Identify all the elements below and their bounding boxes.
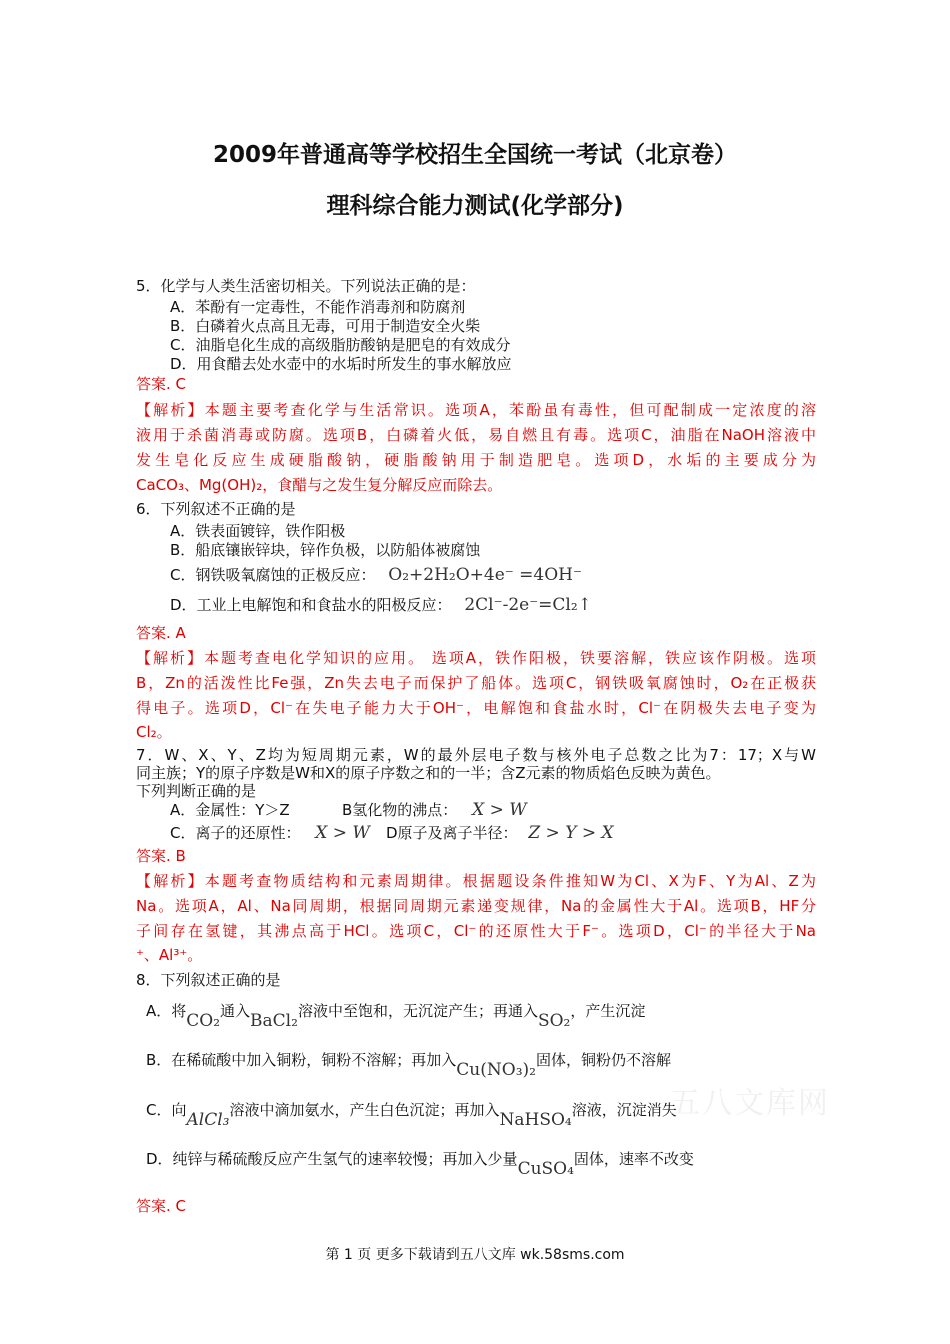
q7-option-a: A．金属性：Y＞Z xyxy=(170,801,290,819)
q7-option-b-formula: X > W xyxy=(472,800,527,820)
q6-explanation-4: Cl₂。 xyxy=(136,723,172,741)
q8-option-a-text-3: 溶液中至饱和，无沉淀产生；再通入 xyxy=(297,1002,538,1020)
q8-option-a-text-1: A．将 xyxy=(146,1002,187,1020)
q6-stem: 6．下列叙述不正确的是 xyxy=(136,500,296,518)
q7-explanation-3: 子间存在氢键，其沸点高于HCl。选项C，Cl⁻的还原性大于F⁻。选项D，Cl⁻的半径大于Na xyxy=(136,922,816,940)
page-title: 2009年普通高等学校招生全国统一考试（北京卷） xyxy=(212,142,737,168)
q7-option-d xyxy=(386,823,614,843)
q7-option-c-formula: X > W xyxy=(315,823,370,843)
q7-explanation-4: ⁺、Al³⁺。 xyxy=(136,946,203,964)
page-footer: 第 1 页 更多下载请到五八文库 wk.58sms.com xyxy=(325,1247,625,1263)
q8-answer: 答案. C xyxy=(136,1197,187,1215)
q6-explanation-3: 得电子。选项D，Cl⁻在失电子能力大于OH⁻，电解饱和食盐水时，Cl⁻在阴极失去电子变为 xyxy=(136,699,816,717)
q5-option-a: A．苯酚有一定毒性，不能作消毒剂和防腐剂 xyxy=(170,298,466,316)
q7-stem-1: 7．W、X、Y、Z均为短周期元素，W的最外层电子数与核外电子总数之比为7：17；X与W xyxy=(136,746,816,764)
q8-option-b-text-1: B．在稀硫酸中加入铜粉，铜粉不溶解；再加入 xyxy=(146,1051,457,1069)
q6-option-b: B．船底镶嵌锌块，锌作负极，以防船体被腐蚀 xyxy=(170,541,481,559)
q5-stem: 5．化学与人类生活密切相关。下列说法正确的是： xyxy=(136,277,476,295)
q6-option-d-text: D．工业上电解饱和和食盐水的阳极反应： xyxy=(170,596,452,614)
q8-option-a-text-2: 通入 xyxy=(220,1002,251,1020)
q7-answer: 答案. B xyxy=(136,847,186,865)
q8-option-c-text-2: 溶液中滴加氨水，产生白色沉淀；再加入 xyxy=(229,1101,500,1119)
q6-answer: 答案. A xyxy=(136,624,186,642)
q6-option-c-text: C．钢铁吸氧腐蚀的正极反应： xyxy=(170,566,376,584)
q6-option-d xyxy=(170,595,592,615)
q8-option-d-text-2: 固体，速率不改变 xyxy=(573,1150,694,1168)
q7-stem-3: 下列判断正确的是 xyxy=(136,782,257,800)
q5-explanation-3: 发生皂化反应生成硬脂酸钠，硬脂酸钠用于制造肥皂。选项D，水垢的主要成分为 xyxy=(136,451,816,469)
q8-option-c xyxy=(146,1100,677,1130)
q8-option-c-text-1: C．向 xyxy=(146,1101,187,1119)
q8-option-b-text-2: 固体，铜粉仍不溶解 xyxy=(535,1051,671,1069)
q5-option-c: C．油脂皂化生成的高级脂肪酸钠是肥皂的有效成分 xyxy=(170,336,511,354)
q5-explanation-1: 【解析】本题主要考查化学与生活常识。选项A，苯酚虽有毒性，但可配制成一定浓度的溶 xyxy=(136,401,816,419)
q5-answer: 答案. C xyxy=(136,375,187,393)
q6-explanation-1: 【解析】本题考查电化学知识的应用。 选项A，铁作阳极，铁要溶解，铁应该作阴极。选项 xyxy=(136,649,816,667)
q8-option-a-formula-2: BaCl₂ xyxy=(250,1011,298,1031)
q5-option-d: D．用食醋去处水壶中的水垢时所发生的事水解放应 xyxy=(170,355,512,373)
q8-option-a-formula-1: CO₂ xyxy=(186,1011,221,1031)
q8-option-d-text-1: D．纯锌与稀硫酸反应产生氢气的速率较慢；再加入少量 xyxy=(146,1150,518,1168)
q7-option-d-formula: Z > Y > X xyxy=(528,823,614,843)
q8-option-d xyxy=(146,1149,694,1179)
q6-option-a: A．铁表面镀锌，铁作阳极 xyxy=(170,522,346,540)
q6-option-c-formula: O₂+2H₂O+4e⁻ =4OH⁻ xyxy=(388,565,582,585)
q5-explanation-2: 液用于杀菌消毒或防腐。选项B，白磷着火低，易自燃且有毒。选项C，油脂在NaOH溶液中 xyxy=(136,426,816,444)
q8-option-c-formula-1: AlCl₃ xyxy=(186,1110,230,1130)
q8-option-d-formula-1: CuSO₄ xyxy=(517,1159,574,1179)
q8-stem: 8．下列叙述正确的是 xyxy=(136,971,281,989)
q8-option-b-formula-1: Cu(NO₃)₂ xyxy=(456,1060,536,1080)
q8-option-c-text-3: 溶液，沉淀消失 xyxy=(571,1101,677,1119)
q6-explanation-2: B，Zn的活泼性比Fe强，Zn失去电子而保护了船体。选项C，钢铁吸氧腐蚀时，O₂在正极获 xyxy=(136,674,816,692)
q7-option-c xyxy=(170,823,370,843)
q7-option-d-text: D原子及离子半径： xyxy=(386,824,518,842)
q7-stem-2: 同主族；Y的原子序数是W和X的原子序数之和的一半；含Z元素的物质焰色反映为黄色。 xyxy=(136,764,721,782)
q5-explanation-4: CaCO₃、Mg(OH)₂，食醋与之发生复分解反应而除去。 xyxy=(136,476,503,494)
watermark: 五八文库网 xyxy=(670,1086,830,1121)
q7-option-b-text: B氢化物的沸点： xyxy=(342,801,458,819)
q5-option-b: B．白磷着火点高且无毒，可用于制造安全火柴 xyxy=(170,317,481,335)
page-subtitle: 理科综合能力测试(化学部分) xyxy=(326,193,624,219)
q8-option-a xyxy=(146,1001,646,1031)
q7-option-b xyxy=(342,800,527,820)
q8-option-b xyxy=(146,1050,671,1080)
q8-option-a-text-4: ，产生沉淀 xyxy=(570,1002,646,1020)
q7-explanation-1: 【解析】本题考查物质结构和元素周期律。根据题设条件推知W为Cl、X为F、Y为Al、Z为 xyxy=(136,872,816,890)
q6-option-c xyxy=(170,565,582,585)
q7-explanation-2: Na。选项A，Al、Na同周期，根据同周期元素递变规律，Na的金属性大于Al。选项B，HF分 xyxy=(136,897,816,915)
q7-option-c-text: C．离子的还原性： xyxy=(170,824,301,842)
q8-option-c-formula-2: NaHSO₄ xyxy=(499,1110,572,1130)
q8-option-a-formula-3: SO₂ xyxy=(537,1011,571,1031)
q6-option-d-formula: 2Cl⁻-2e⁻=Cl₂↑ xyxy=(464,595,592,615)
